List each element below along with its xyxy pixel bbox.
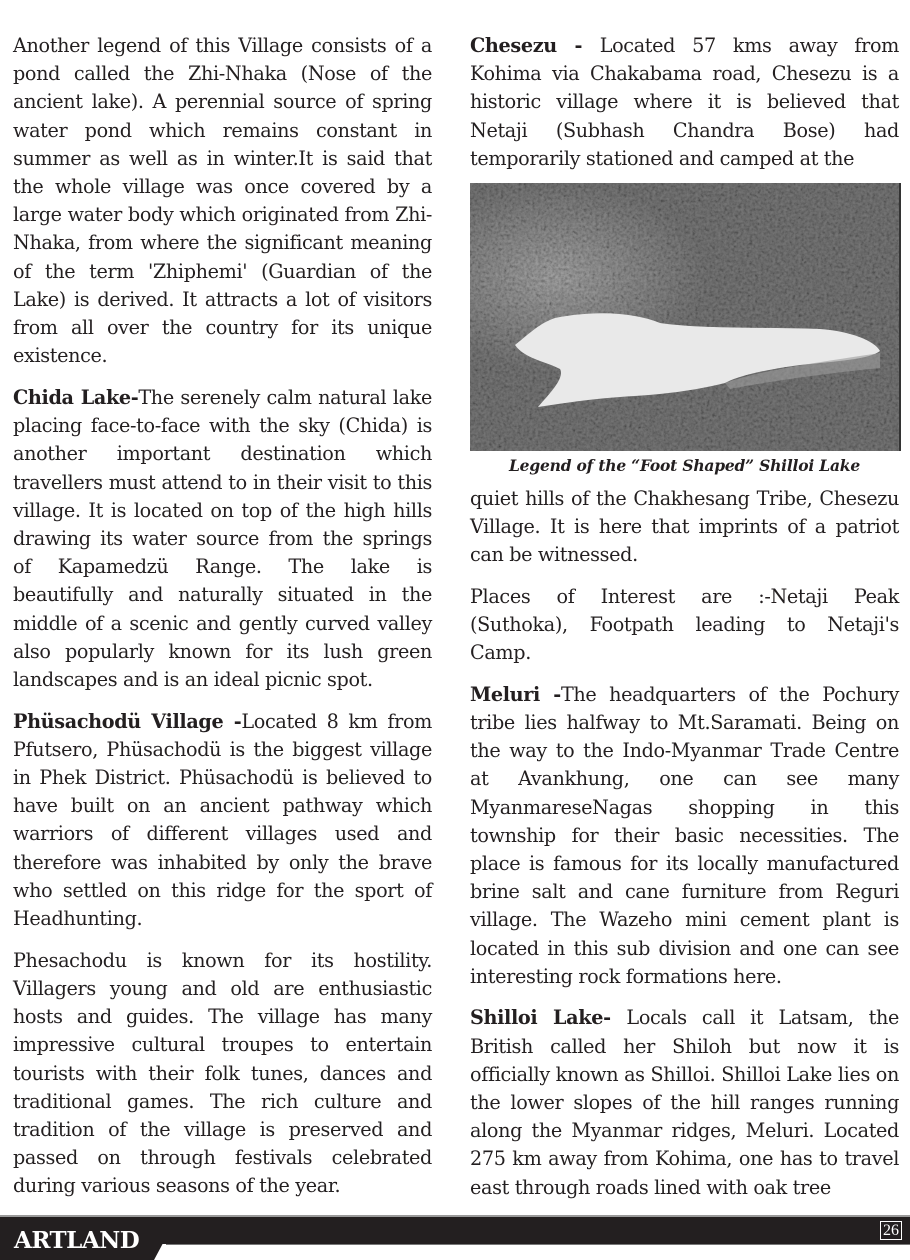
heading-shilloi-lake: Shilloi Lake-: [470, 1006, 627, 1030]
lake-photo: [470, 183, 901, 451]
paragraph-meluri: Meluri -The headquarters of the Pochury tribe lies halfway to Mt.Saramati. Being on the way to the Indo-Myanmar Trade Centre at Avankhung, one can see many MyanmareseNagas shopping in this township for their basic necessities. The place is famous for its locally manufactured brine salt and cane furniture from Reguri village. The Wazeho mini cement plant is located in this sub division and one can see interesting rock formations here.: [470, 682, 899, 988]
heading-meluri: Meluri -: [470, 682, 561, 706]
lake-photo-illustration: [470, 183, 899, 451]
paragraph-places-of-interest: Places of Interest are :-Netaji Peak (Suthoka), Footpath leading to Netaji's Camp.: [470, 584, 899, 665]
paragraph-chesezu-continued: quiet hills of the Chakhesang Tribe, Chesezu Village. It is here that imprints of a patriot can be witnessed.: [470, 486, 899, 566]
paragraph-chida-lake: Chida Lake-The serenely calm natural lake placing face-to-face with the sky (Chida) is another important destination which travellers must attend to in their visit to this village. It is located on top of the high hills drawing its water source from the springs of Kapamedzü Range. The lake is beautifully and naturally situated in the middle of a scenic and gently curved valley also popularly known for its lush green landscapes and is an ideal picnic spot.: [13, 385, 432, 691]
paragraph-shilloi-lake: Shilloi Lake- Locals call it Latsam, the British called her Shiloh but now it is officially known as Shilloi. Shilloi Lake lies on the lower slopes of the hill ranges running along the Myanmar ridges, Meluri. Located 275 km away from Kohima, one has to travel east through roads lined with oak tree: [470, 1006, 899, 1199]
left-column: [13, 32, 432, 1214]
footer-underline: [166, 1244, 910, 1245]
page-footer: [0, 1217, 910, 1260]
page-number: 26: [880, 1221, 902, 1240]
paragraph-phesachodu-culture: Phesachodu is known for its hostility. Villagers young and old are enthusiastic hosts and guides. The village has many impressive cultural troupes to entertain tourists with their folk tunes, dances and traditional games. The rich culture and tradition of the village is preserved and passed on through festivals celebrated during various seasons of the year.: [13, 948, 432, 1198]
right-column: [470, 32, 899, 1215]
brand-logo: ARTLAND: [14, 1227, 140, 1254]
heading-phusachodu-village: Phüsachodü Village -: [13, 709, 242, 733]
hillside: [470, 183, 899, 451]
paragraph-phusachodu-village: Phüsachodü Village -Located 8 km from Pfutsero, Phüsachodü is the biggest village in Phek District. Phüsachodü is believed to have built on an ancient pathway which warriors of different villages used and therefore was inhabited by only the brave who settled on this ridge for the sport of Headhunting.: [13, 709, 432, 931]
heading-chida-lake: Chida Lake-: [13, 385, 139, 409]
heading-chesezu: Chesezu -: [470, 34, 600, 57]
paragraph-zhi-nhaka: Another legend of this Village consists of a pond called the Zhi-Nhaka (Nose of the ancient lake). A perennial source of spring water pond which remains constant in summer as well as in winter.It is said that the whole village was once covered by a large water body which originated from Zhi-Nhaka, from where the significant meaning of the term 'Zhiphemi' (Guardian of the Lake) is derived. It attracts a lot of visitors from all over the country for its unique existence.: [13, 34, 432, 368]
figure-caption: Legend of the “Foot Shaped” Shilloi Lake: [508, 455, 860, 475]
figure-shilloi-lake: [470, 183, 899, 479]
paragraph-chesezu: Chesezu - Located 57 kms away from Kohima via Chakabama road, Chesezu is a historic village where it is believed that Netaji (Subhash Chandra Bose) had temporarily stationed and camped at the: [470, 34, 899, 170]
